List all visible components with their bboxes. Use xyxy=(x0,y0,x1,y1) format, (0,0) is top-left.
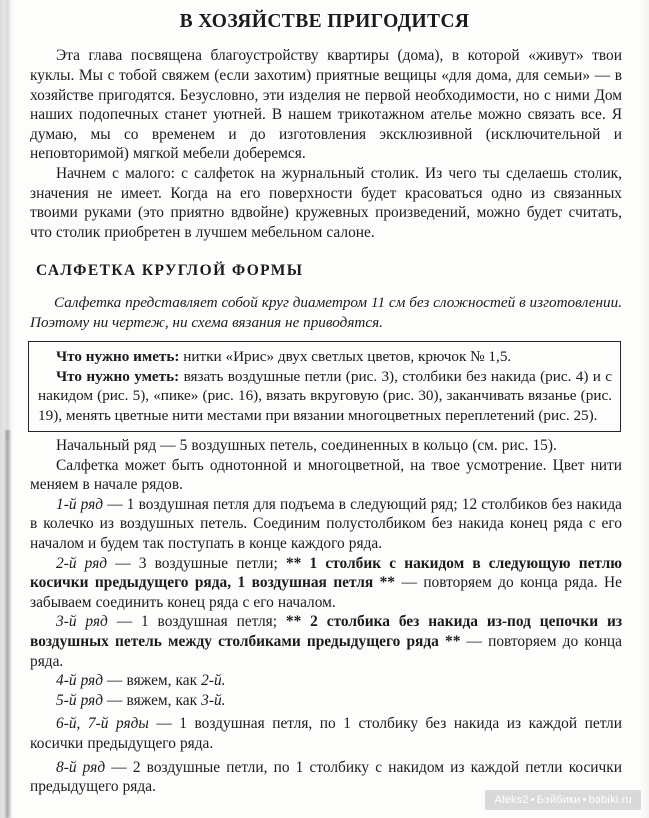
row-instruction xyxy=(30,691,622,711)
row-label: 2-й ряд xyxy=(56,554,108,572)
spacer xyxy=(0,242,649,262)
watermark-author: Aleks2 xyxy=(494,794,529,806)
row-instruction xyxy=(30,714,622,753)
row-label: 6-й, 7-й ряды xyxy=(56,715,149,733)
watermark-separator: • xyxy=(582,794,587,806)
requirement-know-text: вязать воздушные петли (рис. 3), столбики без накида (рис. 4) и с накидом (рис. 5), «пике» (рис. 16), вязать вкруговую (рис. 30), заканчивать вязанье (рис. 19), менять цветные нити местами при вязании многоцветных переплетений (рис. 25). xyxy=(38,367,612,424)
spacer xyxy=(0,279,649,293)
row-dash: — xyxy=(148,715,180,733)
intro-text-block xyxy=(0,46,649,242)
napkin-note-block xyxy=(0,293,649,333)
watermark-site-name: Бэйбики xyxy=(536,794,581,806)
row-text-plain: 3 воздушные петли; xyxy=(138,554,286,572)
row-dash: — xyxy=(107,554,139,572)
starting-row-text: Начальный ряд — 5 воздушных петель, соединенных в кольцо (см. рис. 15). xyxy=(56,437,557,455)
section-title-round-napkin: САЛФЕТКА КРУГЛОЙ ФОРМЫ xyxy=(36,262,304,280)
requirement-have-text: нитки «Ирис» двух светлых цветов, крючок № 1,5. xyxy=(179,348,512,366)
row-text-italic-tail: 2-й. xyxy=(201,672,226,690)
row-label: 1-й ряд xyxy=(56,495,104,513)
spacer xyxy=(0,32,649,46)
row-instruction xyxy=(30,495,622,554)
requirement-have xyxy=(38,347,612,366)
row-text-plain: вяжем, как xyxy=(126,672,202,690)
watermark xyxy=(485,790,641,810)
intro-paragraph-1: Эта глава посвящена благоустройству квартиры (дома), в которой «живут» твои куклы. Мы с тобой свяжем (если захотим) приятные вещицы «для дома, для семьи» — в хозяйстве пригодятся. Безусловно, эти изделия не первой необходимости, но с ними Дом наших подопечных станет уютней. В нашем трикотажном ателье можно связать все. Я думаю, мы со временем и до изготовления эксклюзивной (исключительной и неповторимой) мягкой мебели доберемся. xyxy=(30,47,622,163)
watermark-domain: babiki.ru xyxy=(588,794,632,806)
requirements-box xyxy=(28,341,621,432)
intro-paragraph-2: Начнем с малого: с салфеток на журнальный столик. Из чего ты сделаешь столик, значения не имеет. Когда на его поверхности будет красоваться одно из связанных твоими руками (это приятно вдвойне) кружевных произведений, можно будет считать, что столик приобретен в лучшем мебельном салоне. xyxy=(30,165,622,241)
row-label: 3-й ряд xyxy=(56,613,108,631)
row-dash: — xyxy=(103,672,127,690)
watermark-separator: • xyxy=(530,794,535,806)
row-dash: — xyxy=(103,691,127,709)
row-text-plain: 1 воздушная петля, по 1 столбику без накида из каждой петли косички предыдущего ряда. xyxy=(30,715,622,752)
row-text-plain: 2 воздушные петли, по 1 столбику с накидом из каждой петли косички предыдущего ряда. xyxy=(30,758,622,796)
color-note-text: Салфетка может быть однотонной и многоцветной, на твое усмотрение. Цвет нити меняем в начале рядов. xyxy=(30,456,622,494)
row-text-plain-tail: — повторяем до конца ряда. Не забываем соединить конец ряда с его началом. xyxy=(30,574,622,611)
row-dash: — xyxy=(105,758,133,776)
requirement-have-label: Что нужно иметь: xyxy=(56,348,180,366)
napkin-italic-note: Салфетка представляет собой круг диаметром 11 см без сложностей в изготовлении. Поэтому ни чертеж, ни схема вязания не приводятся. xyxy=(30,294,622,332)
row-instruction xyxy=(30,612,622,671)
row-text-bold: ** 2 столбика без накида из-под цепочки из воздушных петель между столбиками предыдущего ряда ** xyxy=(30,613,622,650)
row-instruction xyxy=(30,554,622,613)
row-label: 4-й ряд xyxy=(56,672,103,690)
row-label: 8-й ряд xyxy=(56,758,106,776)
row-label: 5-й ряд xyxy=(56,691,103,709)
row-text-plain-tail: — повторяем до конца ряда. xyxy=(30,632,622,670)
row-text-plain: 1 воздушная петля для подъема в следующий ряд; 12 столбиков без накида в колечко из воздушных петель. Соединим полустолбиком без накида конец ряда с его началом и будем так поступать в конце каждого ряда. xyxy=(30,495,622,553)
requirement-know xyxy=(38,367,612,425)
napkin-instructions-block xyxy=(0,436,649,797)
row-text-italic-tail: 3-й. xyxy=(201,691,226,709)
row-instruction xyxy=(30,671,622,691)
row-dash: — xyxy=(103,495,127,513)
row-text-plain: 1 воздушная петля; xyxy=(140,613,286,631)
row-text-plain: вяжем, как xyxy=(126,691,202,709)
row-dash: — xyxy=(107,613,141,631)
chapter-title: В ХОЗЯЙСТВЕ ПРИГОДИТСЯ xyxy=(179,11,470,32)
requirement-know-label: Что нужно уметь: xyxy=(56,367,180,385)
row-text-bold: ** 1 столбик с накидом в следующую петлю косички предыдущего ряда, 1 воздушная петля ** xyxy=(30,554,622,592)
